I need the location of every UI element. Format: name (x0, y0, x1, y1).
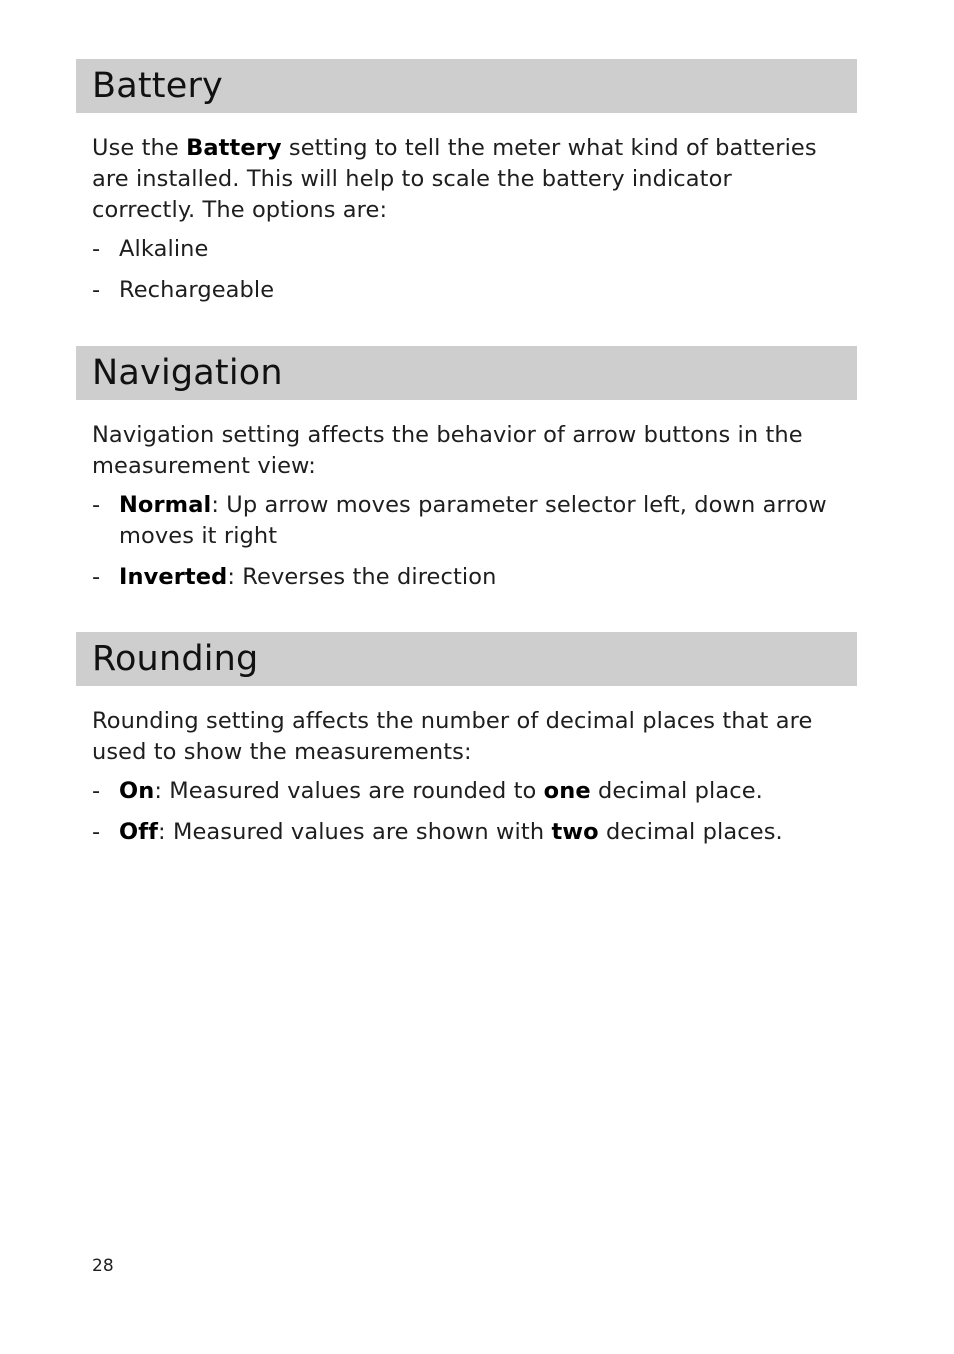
rounding-section (76, 632, 857, 858)
battery-intro-after: setting to tell the meter what kind of batteries are installed. This will help to scale the battery indicator correctly. The options are: (92, 135, 817, 223)
list-bullet: - (92, 564, 101, 590)
navigation-heading: Navigation (92, 353, 283, 393)
list-item (92, 275, 844, 306)
rounding-heading: Rounding (92, 639, 259, 679)
rounding-options-list (92, 776, 844, 848)
list-bullet: - (92, 819, 101, 845)
navigation-option-inverted-text: : Reverses the direction (227, 564, 497, 590)
navigation-header-bar (76, 346, 857, 400)
page-number: 28 (92, 1256, 114, 1276)
navigation-section (76, 346, 857, 603)
battery-option-alkaline: Alkaline (119, 236, 209, 262)
list-item (92, 562, 844, 593)
list-bullet: - (92, 236, 101, 262)
battery-intro-before: Use the (92, 135, 187, 161)
list-item (92, 490, 844, 552)
rounding-option-on-text-after: decimal place. (590, 778, 763, 804)
rounding-option-on-keyword: On (119, 778, 155, 804)
battery-header-bar (76, 59, 857, 113)
navigation-description: Navigation setting affects the behavior of arrow buttons in the measurement view: (92, 422, 803, 479)
navigation-options-list (92, 490, 844, 593)
rounding-option-on-emphasis: one (543, 778, 591, 804)
battery-options-list (92, 234, 844, 306)
rounding-option-off-keyword: Off (119, 819, 159, 845)
battery-section (76, 59, 857, 316)
rounding-option-on-text-before: : Measured values are rounded to (154, 778, 544, 804)
navigation-option-normal-text: : Up arrow moves parameter selector left, down arrow moves it right (119, 492, 827, 549)
rounding-option-off-text-before: : Measured values are shown with (158, 819, 552, 845)
navigation-option-inverted-keyword: Inverted (119, 564, 228, 590)
list-bullet: - (92, 492, 101, 518)
battery-option-rechargeable: Rechargeable (119, 277, 275, 303)
list-item (92, 817, 844, 848)
battery-heading: Battery (92, 66, 223, 106)
rounding-option-off-text-after: decimal places. (598, 819, 783, 845)
rounding-option-off-emphasis: two (551, 819, 599, 845)
rounding-header-bar (76, 632, 857, 686)
rounding-description: Rounding setting affects the number of decimal places that are used to show the measurements: (92, 708, 813, 765)
list-item (92, 234, 844, 265)
list-item (92, 776, 844, 807)
navigation-option-normal-keyword: Normal (119, 492, 212, 518)
list-bullet: - (92, 277, 101, 303)
list-bullet: - (92, 778, 101, 804)
battery-description (92, 133, 842, 226)
battery-keyword: Battery (186, 135, 282, 161)
